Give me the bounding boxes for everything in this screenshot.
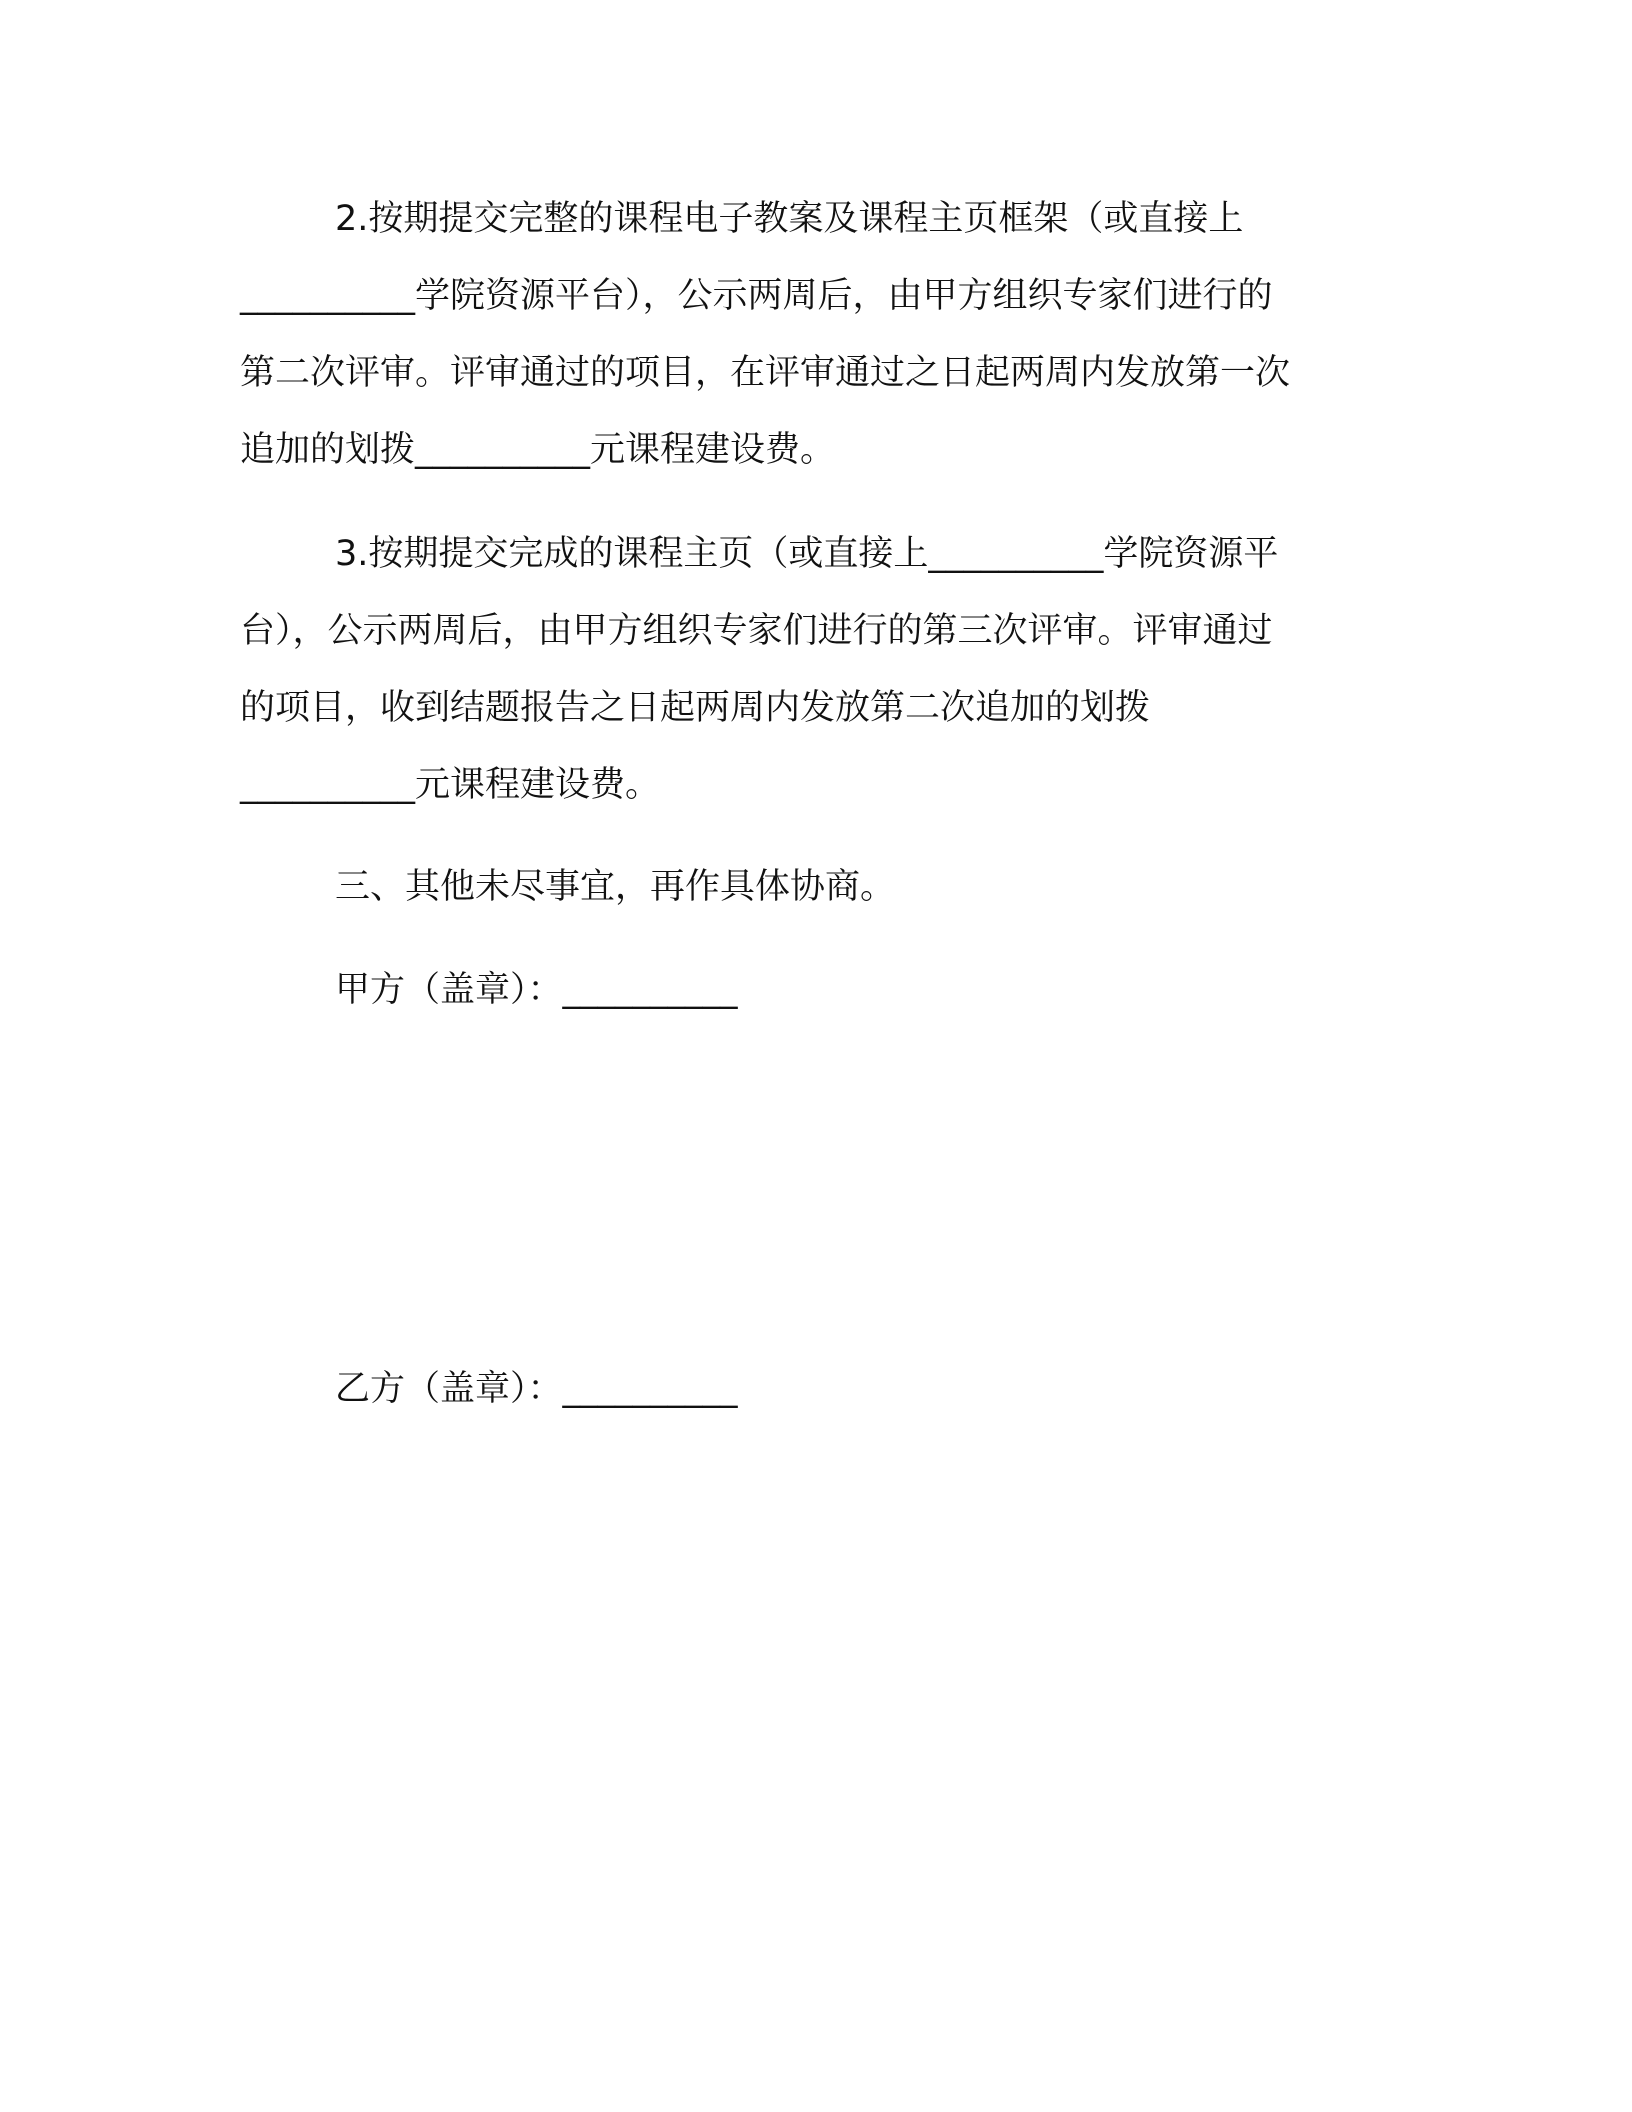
clause-3-line-2: 台），公示两周后，由甲方组织专家们进行的第三次评审。评审通过 <box>240 611 1273 651</box>
clause-3-line-1: 3.按期提交完成的课程主页（或直接上__________学院资源平 <box>335 534 1279 574</box>
clause-2-line-2: __________学院资源平台），公示两周后，由甲方组织专家们进行的 <box>240 276 1273 316</box>
clause-3-line-3: 的项目，收到结题报告之日起两周内发放第二次追加的划拨 <box>240 688 1151 728</box>
clause-2-line-3: 第二次评审。评审通过的项目，在评审通过之日起两周内发放第一次 <box>240 353 1291 393</box>
clause-2-line-1: 2.按期提交完整的课程电子教案及课程主页框架（或直接上 <box>335 199 1244 239</box>
party-b-seal-line: 乙方（盖章）：__________ <box>335 1369 738 1409</box>
clause-3-line-4: __________元课程建设费。 <box>240 765 661 805</box>
section-3-other-matters: 三、其他未尽事宜，再作具体协商。 <box>335 867 896 907</box>
clause-2-line-4: 追加的划拨__________元课程建设费。 <box>240 430 836 470</box>
party-a-seal-line: 甲方（盖章）：__________ <box>335 970 738 1010</box>
